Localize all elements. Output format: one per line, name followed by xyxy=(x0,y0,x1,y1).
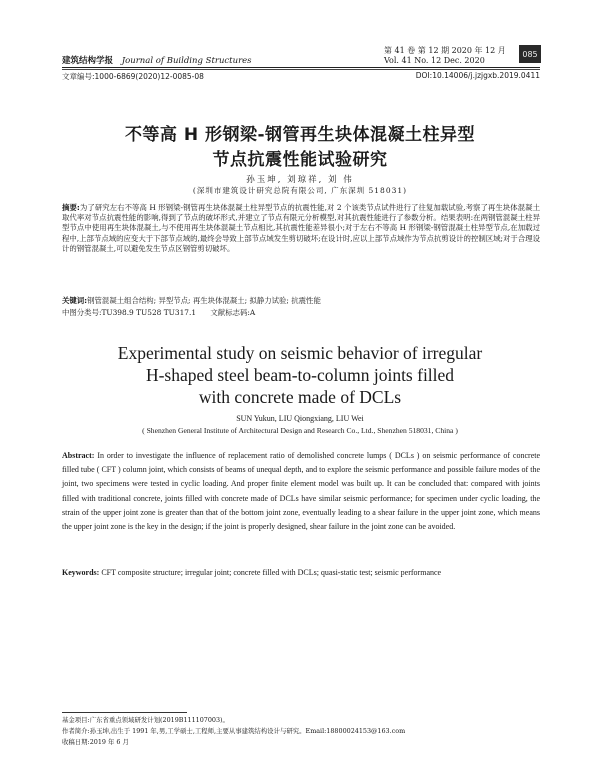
article-id: 文章编号:1000-6869(2020)12-0085-08 xyxy=(62,72,204,81)
issue-info xyxy=(384,46,506,66)
doc-ids-row xyxy=(62,71,540,82)
header-rule-thin xyxy=(62,69,540,70)
footnote-rule xyxy=(62,712,187,713)
cn-title-line-2: 节点抗震性能试验研究 xyxy=(212,150,388,170)
en-keywords-label: Keywords: xyxy=(62,568,100,577)
issue-line-en: Vol. 41 No. 12 Dec. 2020 xyxy=(384,56,485,65)
cn-abstract xyxy=(62,203,540,254)
header-rule xyxy=(62,67,540,68)
footnotes xyxy=(62,715,540,748)
cn-abstract-label: 摘要: xyxy=(62,203,80,212)
cn-authors: 孙玉坤, 刘琼祥, 刘 伟 xyxy=(246,175,354,185)
issue-line-cn: 第 41 卷 第 12 期 2020 年 12 月 xyxy=(384,46,506,55)
en-abstract-text: In order to investigate the influence of replacement ratio of demolished concrete lumps ( DCLs ) on seismic performance of concrete filled tube ( CFT ) column joint, which consists of beams of unequal depth, and to explore the seismic performance and possible failure modes of the joint, two specimens were tested in cyclic loading. And proper finite element model was built up. It can be concluded that: compared with joints filled with traditional concrete, joints filled with concrete made of DCLs have similar seismic performance; for specimen under cyclic loading, the strain of the upper joint zone is greater than that of the bottom joint zone, eventually leading to a shear failure in the upper joint zone, which means the upper joint zone is the key in the design; if the joint is properly designed, shear failure in the joint zone can be avoided. xyxy=(62,451,541,532)
footnote-funding: 基金项目:广东省重点领域研发计划(2019B111107003)。 xyxy=(62,716,229,724)
en-keywords-text: CFT composite structure; irregular joint; concrete filled with DCLs; quasi-static test; seismic performance xyxy=(101,568,442,577)
en-title-line-2: H-shaped steel beam-to-column joints filled xyxy=(145,365,455,385)
cn-title-line-1: 不等高 H 形钢梁-钢管再生块体混凝土柱异型 xyxy=(124,125,476,145)
journal-name-cn: 建筑结构学报 xyxy=(62,56,114,66)
en-title-line-1: Experimental study on seismic behavior of irregular xyxy=(117,343,483,363)
doi: DOI:10.14006/j.jzjgxb.2019.0411 xyxy=(415,71,540,80)
en-title-line-3: with concrete made of DCLs xyxy=(198,387,402,407)
cn-keywords-label: 关键词: xyxy=(62,296,88,305)
cls-code: 中图分类号:TU398.9 TU528 TU317.1 xyxy=(62,308,197,317)
cn-classification xyxy=(62,307,540,318)
footnote-received: 收稿日期:2019 年 6 月 xyxy=(62,738,129,746)
journal-name-en: Journal of Building Structures xyxy=(121,56,252,66)
en-keywords xyxy=(62,568,540,577)
cn-abstract-text: 为了研究左右不等高 H 形钢梁-钢管再生块体混凝土柱异型节点的抗震性能,对 2 个该类节点试件进行了往复加载试验,考察了再生块体混凝土取代率对节点抗震性能的影响,得到了节点的破坏形式,并建立了节点有限元分析模型,对其抗震性能进行了参数分析。结果表明:在两钢管混凝土柱异型节点中使用再生块体混凝土,与不使用再生块体混凝土节点相比,其抗震性能差异很小;对于左右不等高 H 形钢梁-钢管混凝土柱异型节点,在加载过程中,上部节点域的应变大于下部节点域的,最终会导致上部节点域发生剪切破坏;在设计时,应以上部节点域作为节点抗剪设计的控制区域;对于合理设计的钢管混凝土,可以避免发生节点区钢管剪切破坏。 xyxy=(62,203,540,253)
cn-keywords xyxy=(62,295,540,306)
doc-code: 文献标志码:A xyxy=(210,308,256,317)
en-abstract xyxy=(62,449,540,534)
cn-keywords-text: 钢管混凝土组合结构; 异型节点; 再生块体混凝土; 拟静力试验; 抗震性能 xyxy=(87,296,321,305)
page-number: 085 xyxy=(519,45,541,63)
cn-affiliation: (深圳市建筑设计研究总院有限公司, 广东深圳 518031) xyxy=(192,186,408,195)
footnote-author-bio: 作者简介:孙玉坤,出生于 1991 年,男,工学硕士,工程师,主要从事建筑结构设计与研究。Email:18800024153@163.com xyxy=(62,727,406,735)
en-affiliation: ( Shenzhen General Institute of Architectural Design and Research Co., Ltd., Shenzhen 518031, China ) xyxy=(142,426,458,435)
en-abstract-label: Abstract: xyxy=(62,451,95,460)
journal-header xyxy=(62,54,252,66)
en-authors: SUN Yukun, LIU Qiongxiang, LIU Wei xyxy=(236,414,364,423)
